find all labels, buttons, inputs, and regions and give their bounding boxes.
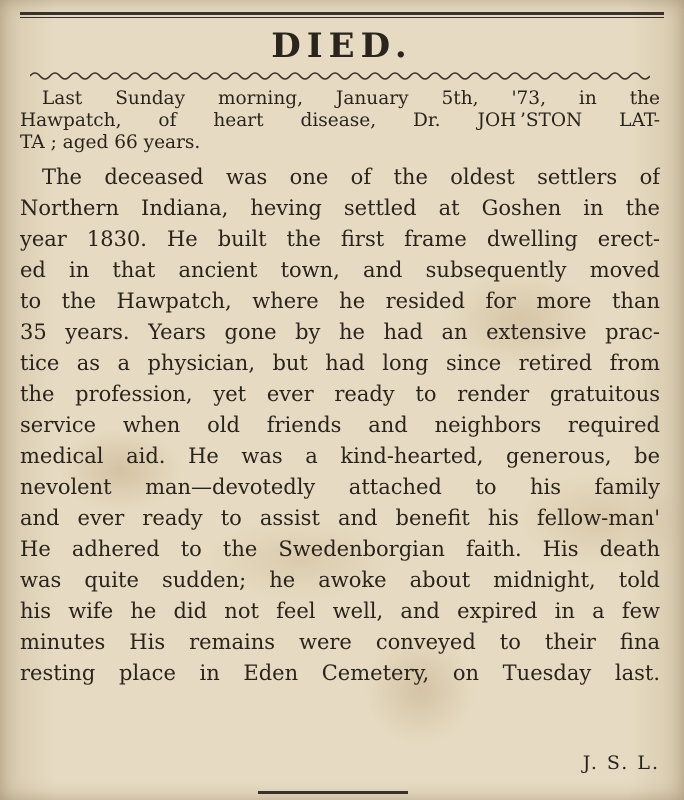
body-line: ed in that ancient town, and subsequently moved — [20, 258, 660, 282]
bottom-border-rule — [258, 791, 408, 794]
body-line: 35 years. Years gone by he had an extensive prac- — [20, 320, 660, 344]
dateline-paragraph — [20, 88, 660, 154]
dateline-line: TA ; aged 66 years. — [20, 132, 201, 153]
top-border-rule-thin — [20, 17, 664, 18]
body-line: was quite sudden; he awoke about midnight, told — [20, 568, 660, 592]
body-line: medical aid. He was a kind-hearted, generous, be — [20, 444, 660, 468]
body-line: minutes His remains were conveyed to their fina — [20, 630, 660, 654]
dateline-line: Last Sunday morning, January 5th, '73, in the — [42, 88, 660, 109]
body-line: and ever ready to assist and benefit his fellow-man' — [20, 506, 660, 530]
dateline-line: Hawpatch, of heart disease, Dr. JOH ’STON LAT- — [20, 110, 660, 131]
body-line: tice as a physician, but had long since retired from — [20, 351, 660, 375]
obituary-heading: DIED. — [271, 26, 413, 66]
body-line: nevolent man—devotedly attached to his family — [20, 475, 660, 499]
body-line: year 1830. He built the first frame dwelling erect- — [20, 227, 660, 251]
body-line: Northern Indiana, heving settled at Goshen in the — [20, 196, 660, 220]
body-line: service when old friends and neighbors required — [20, 413, 660, 437]
body-paragraph — [20, 162, 660, 689]
body-line: to the Hawpatch, where he resided for more than — [20, 289, 660, 313]
body-line: The deceased was one of the oldest settlers of — [42, 165, 660, 189]
body-line: the profession, yet ever ready to render gratuitous — [20, 382, 660, 406]
author-signature: J. S. L. — [582, 752, 660, 774]
body-line: resting place in Eden Cemetery, on Tuesday last. — [20, 661, 660, 685]
body-line: He adhered to the Swedenborgian faith. His death — [20, 537, 660, 561]
wavy-divider — [30, 70, 650, 82]
body-line: his wife he did not feel well, and expired in a few — [20, 599, 660, 623]
top-border-rule — [20, 12, 664, 15]
obituary-article — [20, 88, 660, 689]
